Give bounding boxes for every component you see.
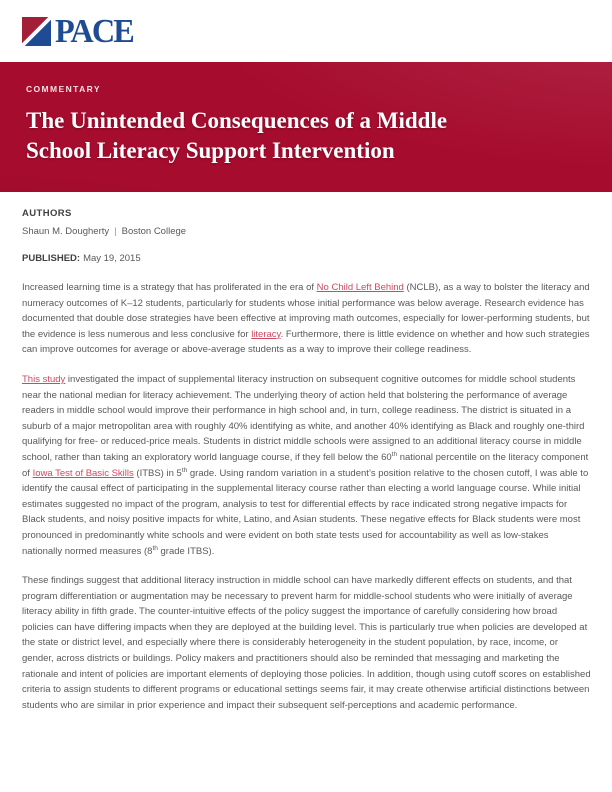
text-run: These findings suggest that additional literacy instruction in middle school can have markedly different effects on students, and that program differentiation or augmentation may be necessary to prevent harm for middle-school students who were initially of average literacy ability in fifth grade. The counter-intuitive effects of the policy suggest the importance of carefully considering how broad policies can have differing impacts when they are deployed at the building level. This is particularly true when policies are developed at the state or district level, and especially where there is considerably heterogeneity in the student population, by race, income, or gender, across districts or buildings. Policy makers and practitioners should also be reminded that messaging and marketing the rationale and intent of policies are important elements of deploying those policies. In addition, though using cutoff scores on established criteria to assign students to different programs or educational settings seems fair, it may create otherwise artificial distinctions between students who are similar in prior experience and impact their subsequent self-perceptions and academic performance.: [22, 575, 591, 711]
pace-logo-icon: [22, 17, 51, 46]
author-name: Shaun M. Dougherty: [22, 226, 110, 237]
published-line: [22, 253, 591, 264]
authors-label: AUTHORS: [22, 208, 72, 219]
link-literacy[interactable]: literacy: [251, 328, 281, 340]
page-title: [26, 106, 582, 166]
text-run: (NCLB), as a way to bolster the literacy and numeracy outcomes of K–12 students, particularly for students whose initial performance was below average. Research evidence has documented that double dose strategies have been effective at improving math outcomes, especially for lower-performing students, but the evidence is less numerous and less conclusive for: [22, 282, 590, 340]
paragraph-2: [22, 372, 591, 559]
text-run: investigated the impact of supplemental literacy instruction on subsequent cognitive outcomes for middle school students near the national median for literacy achievement. The underlying theory of action held that bolstering the performance of average readers in middle school would improve their performance in high school and, in turn, college readiness. The district is situated in a suburb of a major metropolitan area with roughly 40% identifying as white, and another 40% identifying as Black and roughly one-third qualifying for free- or reduced-price meals. Students in district middle schools were assigned to an additional literacy course in middle school, rather than taking an exploratory world language course, if they fell below the 60: [22, 373, 585, 463]
site-header: [0, 0, 612, 62]
paragraph-3: [22, 573, 591, 713]
text-run: Increased learning time is a strategy that has proliferated in the era of: [22, 282, 317, 293]
pace-logo[interactable]: [22, 12, 137, 50]
text-run: . Furthermore, there is little evidence on whether and how such strategies can improve outcomes for average or above-average students as a way to improve their college readiness.: [22, 328, 590, 356]
link-no-child-left-behind[interactable]: No Child Left Behind: [316, 282, 404, 293]
commentary-kicker: COMMENTARY: [26, 84, 101, 94]
paragraph-1: [22, 280, 591, 358]
page-title-line2: School Literacy Support Intervention: [26, 138, 395, 163]
author-line: [22, 226, 591, 237]
ordinal-superscript: th: [391, 450, 398, 458]
ordinal-superscript: th: [152, 544, 158, 552]
published-date: May 19, 2015: [83, 253, 141, 264]
article-content: [0, 192, 612, 713]
author-affiliation: Boston College: [121, 226, 187, 237]
published-label: PUBLISHED:: [22, 253, 81, 264]
text-run: (ITBS) in 5: [133, 467, 182, 479]
text-run: grade ITBS).: [157, 545, 215, 557]
link-iowa-test-of-basic-skills[interactable]: Iowa Test of Basic Skills: [32, 467, 134, 479]
author-separator: |: [114, 226, 117, 237]
text-run: grade. Using random variation in a student’s position relative to the chosen cutoff, I was able to identify the causal effect of participating in the supplemental literacy course rather than electing a world language course. While initial estimates suggested no impact of the program, analysis to test for differential effects by race indicated strong negative impacts for Black students, and noisy positive impacts for white, Latino, and Asian students. These negative effects for Black students were most pronounced in predominantly white schools and were evident on both state tests used for accountability as well as low-stakes nationally normed measures (8: [22, 467, 589, 557]
link-this-study[interactable]: This study: [22, 373, 66, 385]
pace-logo-text: PACE: [55, 12, 133, 50]
article-body: [22, 280, 591, 713]
page-title-line1: The Unintended Consequences of a Middle: [26, 108, 448, 133]
ordinal-superscript: th: [181, 466, 188, 474]
text-run: national percentile on the literacy component of: [22, 451, 589, 479]
banner: [0, 62, 612, 192]
